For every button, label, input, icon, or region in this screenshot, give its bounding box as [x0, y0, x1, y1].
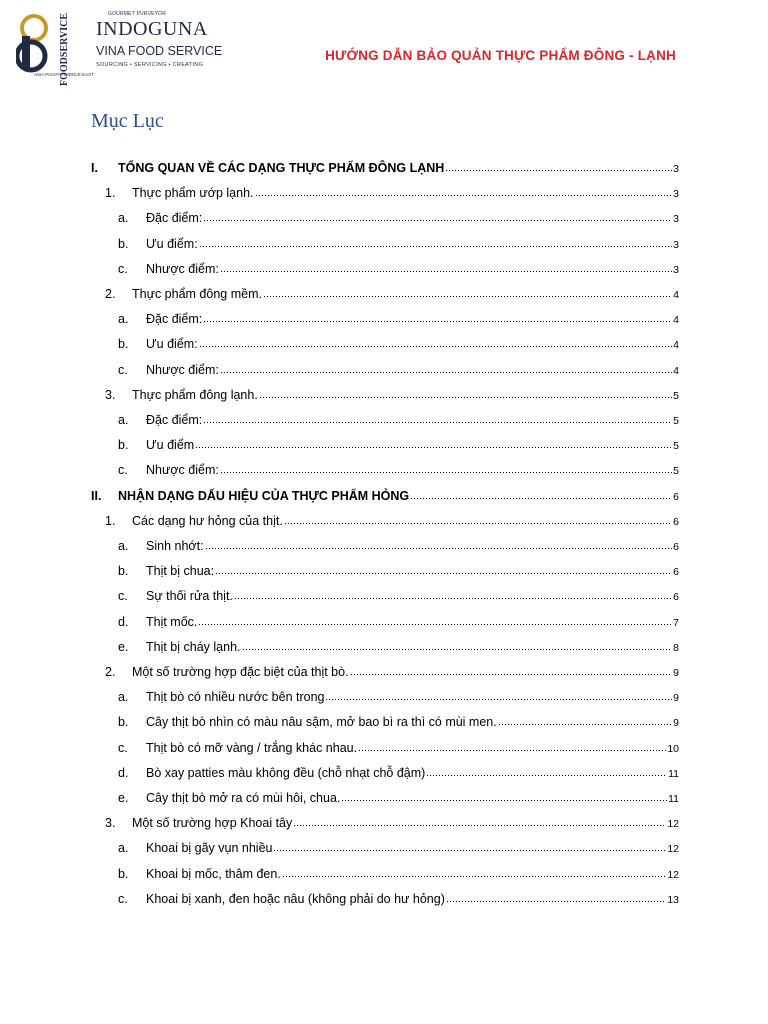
toc-entry-title: Đặc điểm: [146, 413, 203, 427]
toc-entry[interactable] [91, 158, 679, 178]
toc-dot-leader [199, 234, 672, 248]
toc-entry-number: c. [118, 362, 128, 377]
toc-entry-page: 3 [673, 238, 679, 251]
toc-entry[interactable] [118, 838, 679, 858]
toc-entry[interactable] [118, 234, 679, 254]
toc-entry-number: a. [118, 211, 129, 226]
toc-dot-leader [215, 561, 672, 575]
toc-dot-leader [259, 385, 672, 399]
toc-entry[interactable] [105, 662, 679, 682]
toc-entry-number: b. [118, 438, 129, 453]
toc-entry[interactable] [118, 208, 679, 228]
toc-entry[interactable] [118, 687, 679, 707]
toc-entry-number: e. [118, 791, 129, 805]
toc-dot-leader [205, 536, 673, 550]
toc-entry-number: 3. [105, 816, 116, 831]
toc-entry-number: b. [118, 715, 129, 730]
document-title: HƯỚNG DẪN BẢO QUẢN THỰC PHẨM ĐÔNG - LẠNH [325, 48, 676, 63]
toc-entry-title: Một số trường hợp Khoai tây [132, 816, 293, 831]
toc-entry[interactable] [105, 511, 679, 531]
logo-side-text: FOODSERVICE [59, 13, 70, 86]
toc-entry-page: 4 [673, 289, 679, 301]
toc-dot-leader [220, 360, 672, 374]
toc-dot-leader [234, 586, 672, 600]
toc-entry-page: 5 [673, 415, 679, 427]
brand-kicker: GOURMET PURVEYOR [108, 11, 167, 17]
toc-entry-title: Thịt bị cháy lạnh. [146, 639, 241, 654]
foodservice-logo [16, 10, 96, 86]
toc-entry-title: Thịt bò có nhiều nước bên trong [146, 690, 325, 705]
toc-entry[interactable] [118, 637, 679, 657]
toc-entry-page: 6 [673, 566, 679, 579]
toc-entry[interactable] [91, 486, 679, 506]
toc-entry[interactable] [118, 536, 679, 556]
toc-entry-page: 9 [673, 692, 679, 705]
toc-dot-leader [341, 788, 667, 802]
toc-entry-page: 5 [673, 440, 679, 453]
brand-name: INDOGUNA [96, 18, 208, 40]
toc-entry-title: Khoai bị gãy vụn nhiều [146, 841, 273, 856]
toc-entry-page: 5 [673, 465, 679, 478]
toc-entry-title: Nhược điểm: [146, 362, 219, 377]
toc-entry-number: c. [118, 463, 128, 478]
toc-entry-page: 12 [667, 868, 679, 881]
toc-entry[interactable] [118, 410, 679, 430]
toc-entry-number: 2. [105, 287, 116, 301]
toc-entry-page: 6 [673, 490, 679, 503]
toc-dot-leader [203, 309, 672, 323]
toc-dot-leader [445, 158, 672, 172]
toc-entry[interactable] [118, 561, 679, 581]
toc-entry-title: Thịt bò có mỡ vàng / trắng khác nhau. [146, 740, 358, 755]
toc-entry-title: NHẬN DẠNG DẤU HIỆU CỦA THỰC PHẨM HỎNG [118, 488, 410, 503]
toc-entry-page: 6 [673, 515, 679, 528]
toc-entry[interactable] [118, 586, 679, 606]
toc-entry-page: 3 [673, 263, 679, 276]
toc-entry-title: Ưu điểm: [146, 236, 198, 251]
toc-entry-page: 12 [667, 818, 679, 831]
toc-entry-number: b. [118, 337, 129, 352]
toc-entry-title: Khoai bị xanh, đen hoặc nâu (không phải do hư hỏng) [146, 891, 445, 906]
toc-entry-number: a. [118, 690, 129, 705]
toc-entry-number: e. [118, 639, 129, 654]
toc-entry-number: a. [118, 841, 129, 856]
toc-entry[interactable] [118, 334, 679, 354]
toc-entry[interactable] [118, 788, 679, 808]
toc-dot-leader [220, 460, 672, 474]
toc-dot-leader [325, 687, 672, 701]
toc-entry-title: Thịt mốc. [146, 614, 198, 629]
toc-dot-leader [284, 511, 672, 525]
toc-entry-number: a. [118, 539, 129, 553]
toc-dot-leader [498, 712, 672, 726]
toc-entry-page: 7 [673, 616, 679, 629]
toc-dot-leader [426, 763, 667, 777]
toc-heading: Mục Lục [91, 110, 164, 132]
toc-entry-title: Một số trường hợp đặc biệt của thịt bò. [132, 665, 349, 679]
toc-entry-number: b. [118, 866, 129, 881]
toc-entry-page: 4 [673, 339, 679, 352]
toc-entry-number: c. [118, 740, 128, 755]
toc-entry[interactable] [118, 309, 679, 329]
toc-entry[interactable] [118, 612, 679, 632]
toc-entry-number: b. [118, 236, 129, 251]
toc-entry-page: 3 [673, 163, 679, 175]
toc-entry-number: a. [118, 312, 129, 327]
toc-entry-title: Thực phẩm ướp lạnh. [132, 186, 254, 201]
toc-entry-title: Thực phẩm đông lạnh. [132, 387, 258, 402]
toc-dot-leader [350, 662, 673, 676]
toc-dot-leader [199, 334, 672, 348]
toc-entry-title: Các dạng hư hỏng của thịt. [132, 513, 283, 528]
toc-dot-leader [282, 864, 667, 878]
toc-entry-page: 3 [673, 213, 679, 226]
toc-entry-title: Nhược điểm: [146, 463, 219, 478]
toc-entry-number: c. [118, 891, 128, 906]
toc-dot-leader [198, 612, 672, 626]
toc-entry[interactable] [105, 284, 679, 304]
toc-entry-title: Cây thịt bò nhìn có màu nâu sậm, mở bao bì ra thì có mùi men. [146, 715, 497, 730]
toc-dot-leader [220, 259, 672, 273]
toc-entry-page: 8 [673, 641, 679, 654]
toc-entry[interactable] [118, 360, 679, 380]
toc-dot-leader [410, 486, 672, 500]
toc-dot-leader [263, 284, 672, 298]
toc-entry-title: Cây thịt bò mở ra có mùi hôi, chua. [146, 791, 341, 805]
toc-entry-title: Bò xay patties màu không đều (chỗ nhạt chỗ đậm) [146, 765, 426, 780]
toc-entry-title: Thực phẩm đông mềm. [132, 287, 262, 301]
toc-entry[interactable] [105, 385, 679, 405]
toc-entry[interactable] [118, 259, 679, 279]
indoguna-logo [96, 8, 223, 78]
toc-entry[interactable] [118, 763, 679, 783]
toc-entry-page: 13 [667, 893, 679, 906]
toc-dot-leader [273, 838, 666, 852]
toc-entry-page: 3 [673, 188, 679, 201]
toc-entry-page: 11 [668, 793, 679, 805]
page-header [0, 0, 768, 90]
toc-entry[interactable] [118, 738, 679, 758]
toc-entry-number: d. [118, 765, 129, 780]
toc-dot-leader [358, 738, 666, 752]
toc-entry-page: 11 [668, 767, 679, 780]
brand-sub: VINA FOOD SERVICE [96, 44, 223, 58]
toc-entry-number: 2. [105, 665, 116, 679]
toc-entry-number: c. [118, 261, 128, 276]
toc-entry-number: I. [91, 161, 98, 175]
toc-entry-page: 12 [667, 843, 679, 856]
toc-dot-leader [242, 637, 673, 651]
toc-entry-page: 9 [673, 717, 679, 730]
toc-entry-page: 10 [667, 742, 679, 755]
toc-entry[interactable] [105, 183, 679, 203]
toc-entry-title: Sinh nhớt: [146, 539, 204, 553]
toc-entry-number: 3. [105, 387, 116, 402]
toc-entry-page: 6 [673, 591, 679, 604]
logo-region-text: ASIA PACIFIC MIDDLE EAST [34, 72, 94, 77]
toc-dot-leader [195, 435, 672, 449]
toc-dot-leader [203, 208, 672, 222]
toc-dot-leader [293, 813, 666, 827]
toc-entry-page: 9 [673, 667, 679, 679]
toc-entry-title: Ưu điểm: [146, 337, 198, 352]
toc-entry[interactable] [105, 813, 679, 833]
toc-entry-title: Thịt bị chua: [146, 564, 215, 579]
toc-entry-number: b. [118, 564, 129, 579]
toc-entry-number: a. [118, 413, 129, 427]
toc-entry-title: Đặc điểm: [146, 312, 203, 327]
toc-dot-leader [446, 889, 666, 903]
toc-entry-page: 5 [673, 389, 679, 402]
brand-tagline: SOURCING • SERVICING • CREATING [96, 62, 204, 68]
toc-entry-title: Nhược điểm: [146, 261, 219, 276]
toc-dot-leader [255, 183, 673, 197]
toc-entry-title: TỔNG QUAN VỀ CÁC DẠNG THỰC PHẨM ĐÔNG LẠNH [118, 161, 445, 175]
toc-entry-number: II. [91, 488, 102, 503]
toc-entry[interactable] [118, 864, 679, 884]
toc-entry-title: Sự thối rửa thịt. [146, 589, 233, 604]
toc-entry-number: 1. [105, 513, 116, 528]
toc-dot-leader [203, 410, 672, 424]
toc-entry-title: Khoai bị mốc, thâm đen. [146, 866, 281, 881]
toc-entry-number: 1. [105, 186, 116, 201]
toc-entry-number: d. [118, 614, 129, 629]
toc-entry-page: 6 [673, 541, 679, 553]
toc-entry[interactable] [118, 889, 679, 909]
toc-entry[interactable] [118, 460, 679, 480]
toc-entry-title: Đặc điểm: [146, 211, 203, 226]
toc-entry-number: c. [118, 589, 128, 604]
toc-entry-page: 4 [673, 314, 679, 327]
toc-entry-title: Ưu điểm [146, 438, 195, 453]
toc-entry[interactable] [118, 435, 679, 455]
toc-entry-page: 4 [673, 364, 679, 377]
toc-entry[interactable] [118, 712, 679, 732]
